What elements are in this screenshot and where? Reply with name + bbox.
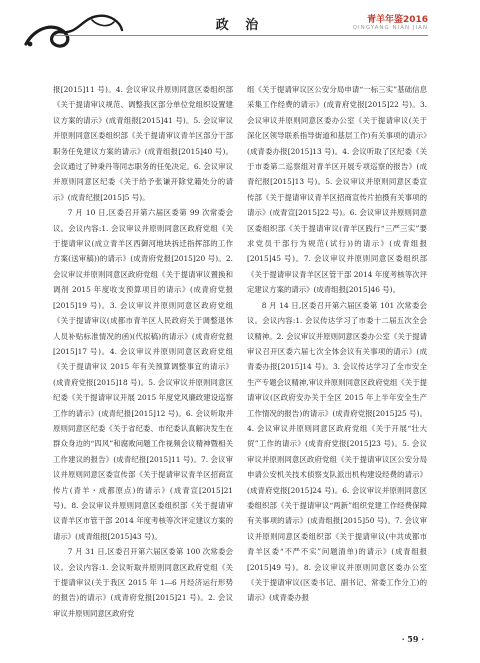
paragraph: 组《关于提请审议区公安分局申请“一标三实”基础信息采集工作经费的请示》(成青府党报[2015]22 号)。3. 会议审议并原则同意区委办公室《关于提请审议(关于深化区领导联系指导街道和基层工作)有关事项的请示》(成青委办报[2015]13 号)。4. 会议听取了区纪委《关于市委第二巡察组对青羊区开展专项巡察的报告》(成青纪报[2015]13 号)。5. 会议审议并原则同意区委宣传部《关于提请审议青羊区招商宣传片拍摄有关事项的请示》(成青宣[2015]22 号)。6. 会议审议并原则同意区委组织部《关于提请审议(青羊区践行“三严三实”要求党员干部行为规范(试行))的请示》(成青组报[2015]45 号)。7. 会议审议并原则同意区委组织部《关于提请审议青羊区区管干部 2014 年度考核等次评定建议方案的请示》(成青组报[2015]46 号)。 bbox=[247, 85, 427, 295]
paragraph: 7 月 31 日,区委召开第六届区委第 100 次常委会议。会议内容:1. 会议听取并原则同意区政府党组《关于提请审议(关于我区 2015 年 1—6 月经济运行形势的报告)的请示》(成青府党报[2015]21 号)。2. 会议审议并原则同意区政府党 bbox=[53, 547, 233, 618]
paragraph: 报[2015]11 号)。4. 会议审议并原则同意区委组织部《关于提请审议规范、调整我区部分单位党组织设置建议方案的请示》(成青组报[2015]41 号)。5. 会议审议并原则同意区委组织部《关于提请审议青羊区部分干部职务任免建议方案的请示》(成青组报[2015]40 号)。会议通过了钟秉丹等同志职务的任免决定。6. 会议审议并原则同意区纪委《关于给予张谦开除党籍处分的请示》(成青纪报[2015]5 号)。 bbox=[53, 85, 233, 202]
page-header bbox=[0, 0, 480, 82]
yearbook-brand: 青羊年鉴2016 bbox=[366, 15, 428, 25]
right-column bbox=[247, 82, 427, 627]
paragraph: 7 月 10 日,区委召开第六届区委第 99 次常委会议。会议内容:1. 会议审议并原则同意区政府党组《关于提请审议(成立青羊区西御河地块拆迁指挥部的工作方案(送审稿))的请示》(成青府党报[2015]20 号)。2. 会议审议并原则同意区政府党组《关于提请审议置换和调剂 2015 年度收支预算项目的请示》(成青府党报[2015]19 号)。3. 会议审议并原则同意区政府党组《关于提请审议(成都市青羊区人民政府关于调整退休人员补贴标准情况的函)(代拟稿)的请示》(成青府党报[2015]17 号)。4. 会议审议并原则同意区政府党组《关于提请审议 2015 年有关预算调整事宜的请示》(成青府党报[2015]18 号)。5. 会议审议并原则同意区纪委《关于提请审议开展 2015 年度党风廉政建设巡察工作的请示》(成青纪报[2015]12 号)。6. 会议听取并原则同意区纪委《关于省纪委、市纪委认真解决发生在群众身边的“四风”和腐败问题工作视频会议精神暨相关工作建议的报告》(成青纪报[2015]11 号)。7. 会议审议并原则同意区委宣传部《关于提请审议青羊区招商宣传片(青羊・成都原点)的请示》(成青宣[2015]21 号)。8. 会议审议并原则同意区委组织部《关于提请审议青羊区市管干部 2014 年度考核等次评定建议方案的请示》(成青组报[2015]43 号)。 bbox=[53, 208, 233, 541]
text-columns bbox=[53, 82, 427, 627]
page-number: · 59 · bbox=[401, 634, 424, 644]
paragraph: 8 月 14 日,区委召开第六届区委第 101 次常委会议。会议内容:1. 会议传达学习了市委十二届五次全会议精神。2. 会议审议并原则同意区委办公室《关于提请审议召开区委六届七次全体会议有关事项的请示》(成青委办报[2015]14 号)。3. 会议传达学习了全市安全生产专题会议精神,审议并原则同意区政府党组《关于提请审议(区政府安办关于全区 2015 年上半年安全生产工作情况的报告)的请示》(成青府党报[2015]25 号)。4. 会议审议并原则同意区政府党组《关于开展“壮大贸”工作的请示》(成青府党报[2015]23 号)。5. 会议审议并原则同意区政府党组《关于提请审议区公安分局申请公安机关技术侦察支队派出机构建设经费的请示》(成青府党报[2015]24 号)。6. 会议审议并原则同意区委组织部《关于提请审议“两新”组织党建工作经费保障有关事项的请示》(成青组报[2015]50 号)。7. 会议审议并原则同意区委组织部《关于提请审议(中共成都市青羊区委“不严不实”问题清单)的请示》(成青组报[2015]49 号)。8. 会议审议并原则同意区委办公室《关于提请审议(区委书记、副书记、常委工作分工)的请示》(成青委办报 bbox=[247, 300, 427, 603]
header-rule bbox=[54, 35, 428, 36]
yearbook-brand-pinyin: QINGYANG NIAN JIAN bbox=[352, 25, 428, 31]
left-column bbox=[53, 82, 233, 627]
section-title: 政 治 bbox=[215, 18, 265, 33]
